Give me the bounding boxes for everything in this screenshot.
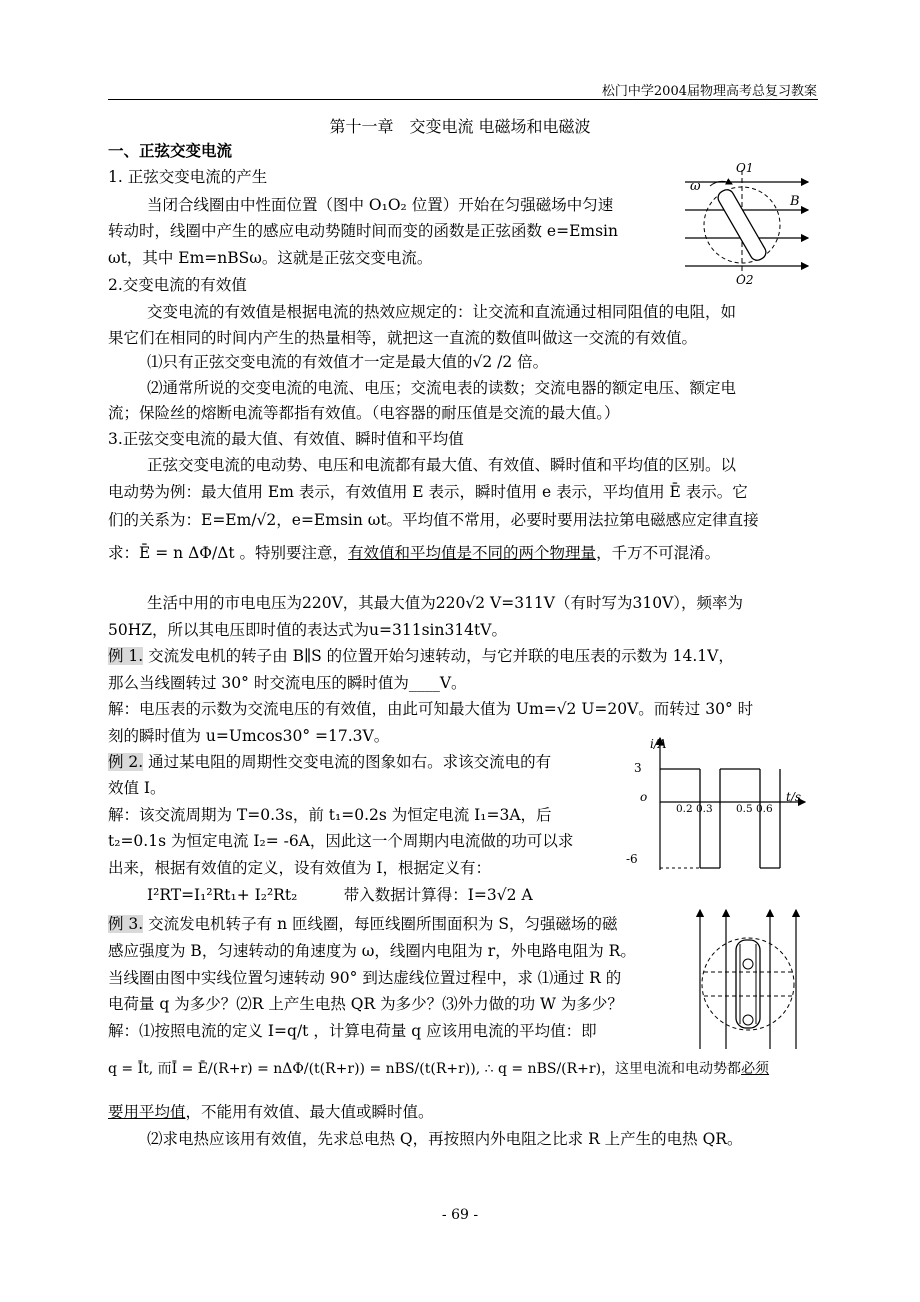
- ex3-q1: [108, 913, 618, 935]
- ex3-q4: 电荷量 q 为多少？⑵R 上产生电热 QR 为多少？⑶外力做的功 W 为多少？: [108, 995, 623, 1013]
- chapter-title: 第十一章 交变电流 电磁场和电磁波: [329, 117, 591, 136]
- ex3-q3: 当线圈由图中实线位置匀速转动 90° 到达虚线位置过程中，求 ⑴通过 R 的: [108, 969, 622, 987]
- ex3-label: 例 3.: [108, 915, 144, 933]
- ex3-a3-underlined: 要用平均值: [108, 1103, 186, 1121]
- ex3-formula: q = Īt, 而Ī = Ē/(R+r) = nΔΦ/(t(R+r)) = nBS/(t(R+r)), ∴ q = nBS/(R+r): [108, 1061, 602, 1077]
- page-header: 松门中学2004届物理高考总复习教案: [601, 84, 817, 99]
- b-label: B: [790, 194, 800, 209]
- sub3-line3: 们的关系为：E=Em/√2，e=Emsin ωt。平均值不常用，必要时要用法拉第电磁感应定律直接: [108, 511, 759, 529]
- sub2-line2: 果它们在相同的时间内产生的热量相等，就把这一直流的数值叫做这一交流的有效值。: [108, 329, 698, 347]
- sub2-item2b: 流；保险丝的熔断电流等都指有效值。（电容器的耐压值是交流的最大值。）: [108, 404, 620, 422]
- coil-field-figure: [680, 160, 815, 285]
- ex2-a3: 出来，根据有效值的定义，设有效值为 I，根据定义有：: [108, 859, 492, 877]
- x-tick-0.6: 0.6: [756, 803, 773, 815]
- ex3-a2-underlined: 必须: [741, 1061, 770, 1077]
- ex1-q1: [108, 645, 734, 667]
- y-tick-neg6: -6: [626, 852, 638, 866]
- sub3-line4-underlined: 有效值和平均值是不同的两个物理量: [348, 544, 597, 562]
- ex2-a1: 解：该交流周期为 T=0.3s，前 t₁=0.2s 为恒定电流 I₁=3A，后: [108, 806, 552, 824]
- ex3-a3-post: ，不能用有效值、最大值或瞬时值。: [185, 1103, 434, 1121]
- sub3-line2: 电动势为例：最大值用 Em 表示，有效值用 E 表示，瞬时值用 e 表示，平均值用 Ē 表示。它: [108, 483, 748, 501]
- o2-label: O2: [736, 273, 754, 285]
- sub3-line4: [108, 542, 720, 564]
- sub3-line4-pre: 求：Ē = n ΔΦ/Δt 。特别要注意，: [108, 544, 349, 562]
- ex3-a2-post: ，这里电流和电动势都: [601, 1061, 742, 1077]
- ex3-a1: 解：⑴按照电流的定义 I=q/t ，计算电荷量 q 应该用电流的平均值：即: [108, 1022, 597, 1040]
- ex1-q2: 那么当线圈转过 30° 时交流电压的瞬时值为____V。: [108, 674, 467, 692]
- y-axis-label: i/A: [650, 737, 667, 751]
- o1-label: O1: [736, 161, 754, 175]
- ex3-a4: ⑵求电热应该用有效值，先求总电热 Q，再按照内外电阻之比求 R 上产生的电热 QR。: [147, 1130, 743, 1148]
- ex2-label: 例 2.: [108, 753, 144, 771]
- sub2-item2a: ⑵通常所说的交变电流的电流、电压；交流电表的读数；交流电器的额定电压、额定电: [147, 379, 737, 397]
- ex1-q1-text: 交流发电机的转子由 B∥S 的位置开始匀速转动，与它并联的电压表的示数为 14.1V，: [148, 647, 734, 665]
- ex1-a1: 解：电压表的示数为交流电压的有效值，由此可知最大值为 Um=√2 U=20V。而转过 30° 时: [108, 700, 754, 718]
- sub3-heading: 3.正弦交变电流的最大值、有效值、瞬时值和平均值: [108, 430, 464, 448]
- x-tick-0.2: 0.2: [676, 803, 693, 815]
- ex2-q1: [108, 751, 551, 773]
- x-axis-label: t/s: [786, 790, 802, 804]
- sub1-heading: 1. 正弦交变电流的产生: [108, 168, 268, 186]
- header-rule: [108, 99, 818, 100]
- page-number: - 69 -: [441, 1207, 479, 1223]
- ex3-q1-text: 交流发电机转子有 n 匝线圈，每匝线圈所围面积为 S，匀强磁场的磁: [148, 915, 618, 933]
- sub3-line6: 50HZ，所以其电压即时值的表达式为u=311sin314tV。: [108, 621, 507, 639]
- ex2-q2: 效值 I。: [108, 779, 166, 797]
- ex3-formula-line: [108, 1058, 769, 1080]
- ex2-a2: t₂=0.1s 为恒定电流 I₂= -6A，因此这一个周期内电流做的功可以求: [108, 832, 574, 850]
- sub3-line4-post: ，千万不可混淆。: [596, 544, 721, 562]
- x-tick-origin: o: [640, 790, 648, 804]
- x-tick-0.5: 0.5: [736, 803, 753, 815]
- sub1-line2: 转动时，线圈中产生的感应电动势随时间而变的函数是正弦函数 e=Emsin: [108, 222, 618, 240]
- x-tick-0.3: 0.3: [696, 803, 713, 815]
- sub3-line5: 生活中用的市电电压为220V，其最大值为220√2 V=311V（有时写为310V），频率为: [147, 594, 744, 612]
- ex2-equation: I²RT=I₁²Rt₁+ I₂²Rt₂ 带入数据计算得：I=3√2 A: [147, 886, 533, 904]
- ex3-q2: 感应强度为 B，匀速转动的角速度为 ω，线圈内电阻为 r，外电路电阻为 R。: [108, 942, 636, 960]
- y-tick-3: 3: [634, 761, 642, 775]
- omega-label: ω: [690, 179, 701, 194]
- sub1-line3: ωt，其中 Em=nBSω。这就是正弦交变电流。: [108, 249, 433, 267]
- generator-figure: [688, 904, 808, 1054]
- sub1-line1: 当闭合线圈由中性面位置（图中 O₁O₂ 位置）开始在匀强磁场中匀速: [147, 196, 614, 214]
- ex1-label: 例 1.: [108, 647, 144, 665]
- current-time-chart: [620, 732, 820, 874]
- sub3-line1: 正弦交变电流的电动势、电压和电流都有最大值、有效值、瞬时值和平均值的区别。以: [147, 456, 737, 474]
- ex3-a3: [108, 1101, 434, 1123]
- sub2-line1: 交变电流的有效值是根据电流的热效应规定的：让交流和直流通过相同阻值的电阻，如: [147, 303, 737, 321]
- section-heading: 一、正弦交变电流: [108, 141, 233, 160]
- sub2-heading: 2.交变电流的有效值: [108, 276, 247, 294]
- ex1-a2: 刻的瞬时值为 u=Umcos30° =17.3V。: [108, 727, 390, 745]
- ex2-q1-text: 通过某电阻的周期性交变电流的图象如右。求该交流电的有: [148, 753, 552, 771]
- sub2-item1: ⑴只有正弦交变电流的有效值才一定是最大值的√2 /2 倍。: [147, 353, 549, 371]
